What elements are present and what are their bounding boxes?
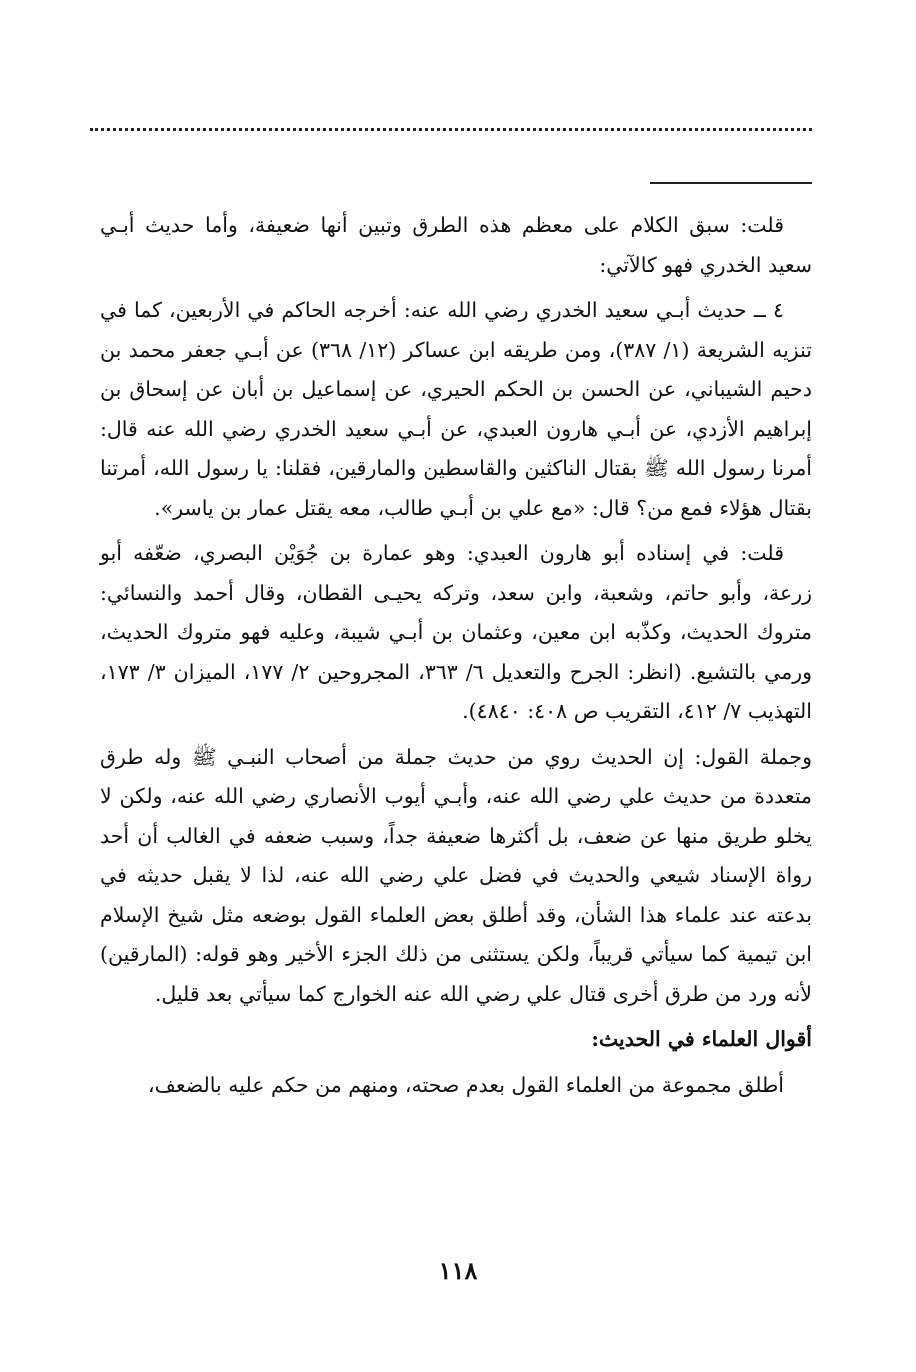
page-number: ١١٨ [438, 1256, 478, 1285]
paragraph-scholars: أطلق مجموعة من العلماء القول بعدم صحته، ومنهم من حكم عليه بالضعف، [148, 1072, 784, 1097]
paragraph-hadith-4: ٤ ــ حديث أبـي سعيد الخدري رضي الله عنه: أخرجه الحاكم في الأربعين، كما في تنزيه الشريعة (١/ ٣٨٧)، ومن طريقه ابن عساكر (١٢/ ٣٦٨) عن أبـي جعفر محمد بن دحيم الشيباني، عن الحسن بن الحكم الحيري، عن إسماعيل بن أبان عن إسحاق بن إبراهيم الأزدي، عن أبـي هارون العبدي، عن أبـي سعيد الخدري رضي الله عنه قال: أمرنا رسول الله ﷺ بقتال الناكثين والقاسطين والمارقين، فقلنا: يا رسول الله، أمرتنا بقتال هؤلاء فمع من؟ قال: «مع علي بن أبـي طالب، معه يقتل عمار بن ياسر». [100, 298, 812, 520]
paragraph-intro: قلت: سبق الكلام على معظم هذه الطرق وتبين أنها ضعيفة، وأما حديث أبـي سعيد الخدري فهو كالآتي: [100, 213, 812, 277]
section-heading: أقوال العلماء في الحديث: [591, 1027, 812, 1051]
paragraph-isnad-note: قلت: في إسناده أبو هارون العبدي: وهو عمارة بن جُوَيْن البصري، ضعّفه أبو زرعة، وأبو حاتم، وشعبة، وابن سعد، وتركه يحيـى القطان، وقال أحمد والنسائي: متروك الحديث، وكذّبه ابن معين، وعثمان بن أبـي شيبة، وعليه فهو متروك الحديث، ورمي بالتشيع. (انظر: الجرح والتعديل ٦/ ٣٦٣، المجروحين ٢/ ١٧٧، الميزان ٣/ ١٧٣، التهذيب ٧/ ٤١٢، التقريب ص ٤٠٨: ٤٨٤٠). [100, 541, 812, 723]
footnote-rule [650, 182, 812, 184]
paragraph-summary: وجملة القول: إن الحديث روي من حديث جملة من أصحاب النبـي ﷺ وله طرق متعددة من حديث علي رضي الله عنه، وأبـي أيوب الأنصاري رضي الله عنه، ولكن لا يخلو طريق منها عن ضعف، بل أكثرها ضعيفة جداً، وسبب ضعفه في الغالب أن أحد رواة الإسناد شيعي والحديث في فضل علي رضي الله عنه، لذا لا يقبل حديثه في بدعته عند علماء هذا الشأن، وقد أطلق بعض العلماء القول بوضعه مثل شيخ الإسلام ابن تيمية كما سيأتي قريباً، ولكن يستثنى من ذلك الجزء الأخير وهو قوله: (المارقين) لأنه ورد من طرق أخرى قتال علي رضي الله عنه الخوارج كما سيأتي بعد قليل. [100, 744, 812, 1006]
body-text [100, 206, 812, 1111]
dotted-separator [90, 128, 812, 131]
